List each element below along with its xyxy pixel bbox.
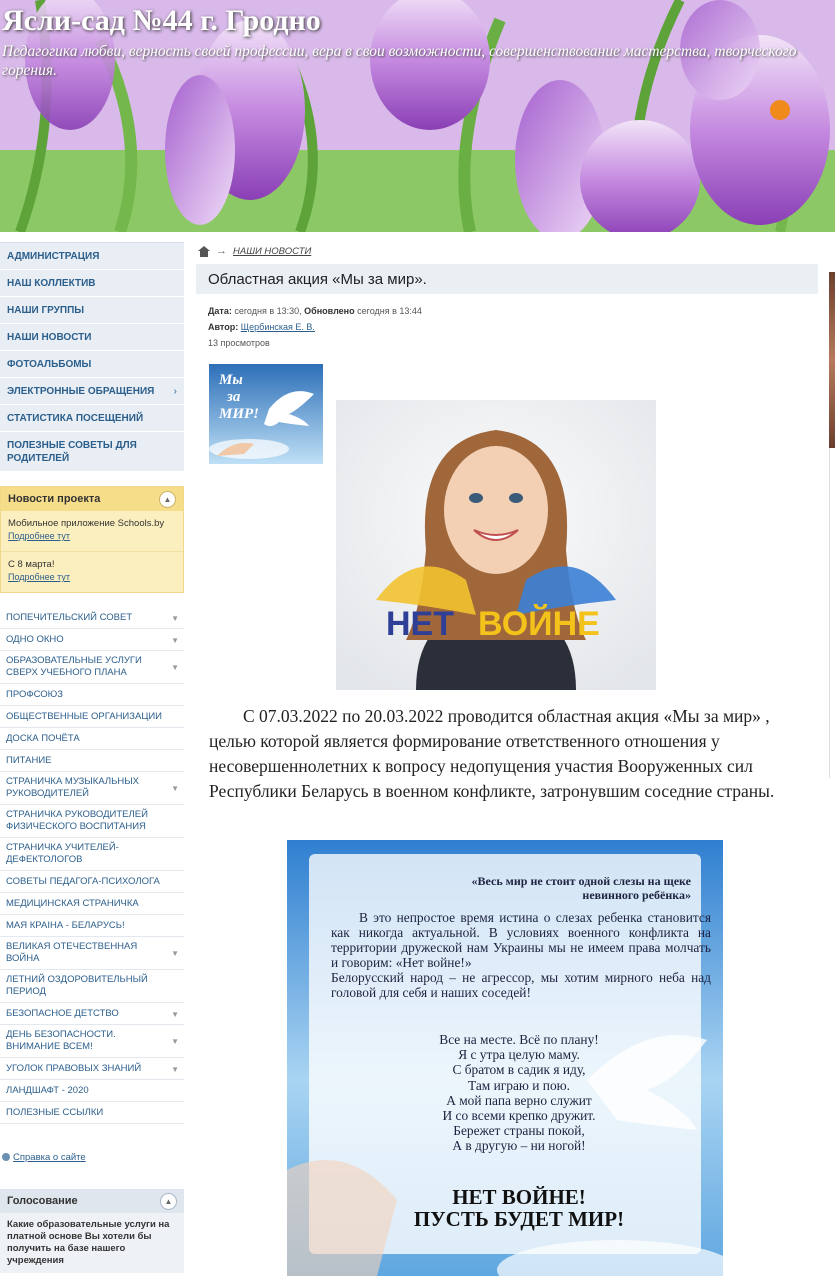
secondary-menu-item[interactable]: СТРАНИЧКА МУЗЫКАЛЬНЫХ РУКОВОДИТЕЛЕЙ ▼ bbox=[0, 772, 184, 805]
author-link[interactable]: Щербинская Е. В. bbox=[240, 322, 315, 332]
secondary-menu-item[interactable]: ПОЛЕЗНЫЕ ССЫЛКИ bbox=[0, 1102, 184, 1124]
menu-item-groups[interactable]: НАШИ ГРУППЫ bbox=[0, 297, 184, 324]
no-war-text-1: НЕТ bbox=[386, 605, 454, 643]
menu-item-photo-albums[interactable]: ФОТОАЛЬБОМЫ bbox=[0, 351, 184, 378]
article-meta: Дата: сегодня в 13:30, Обновлено сегодня в 13:44 Автор: Щербинская Е. В. 13 просмотров bbox=[196, 303, 818, 351]
dropdown-arrow-icon[interactable]: ▼ bbox=[171, 1009, 179, 1019]
project-news-header: Новости проекта ▲ bbox=[1, 487, 183, 511]
no-war-hero-image bbox=[336, 400, 656, 690]
menu-item-electronic-appeals[interactable]: ЭЛЕКТРОННЫЕ ОБРАЩЕНИЯ › bbox=[0, 378, 184, 405]
article-thumbnail[interactable] bbox=[209, 364, 323, 464]
secondary-menu-item[interactable]: ВЕЛИКАЯ ОТЕЧЕСТВЕННАЯ ВОЙНА ▼ bbox=[0, 937, 184, 970]
dropdown-arrow-icon[interactable]: ▼ bbox=[171, 784, 179, 793]
article-title: Областная акция «Мы за мир». bbox=[196, 264, 818, 294]
project-news-item: С 8 марта! Подробнее тут bbox=[1, 552, 183, 592]
main-content bbox=[196, 242, 818, 1231]
read-more-link[interactable]: Подробнее тут bbox=[8, 531, 71, 541]
poster-body: В это непростое время истина о слезах ребенка становится как никогда актуальной. В условиях военного конфликта на территории дружеской нам Украины мы не имеем права молчать и говорим: «Нет войне!» Белорусский народ – не агрессор, мы хотим мирного неба над головой для себя и наших соседей! bbox=[331, 910, 711, 1000]
svg-text:МИР!: МИР! bbox=[219, 406, 260, 422]
secondary-menu-item[interactable]: ЛАНДШАФТ - 2020 bbox=[0, 1080, 184, 1102]
menu-item-team[interactable]: НАШ КОЛЛЕКТИВ bbox=[0, 270, 184, 297]
article-lead-text: С 07.03.2022 по 20.03.2022 проводится областная акция «Мы за мир» , целью которой является формирование ответственного отношения у несовершеннолетних к вопросу недопущения участия Вооруженных сил Республики Беларусь в военном конфликте, затронувшим соседние страны. bbox=[209, 706, 775, 801]
poster-text bbox=[309, 854, 711, 1254]
vote-box bbox=[0, 1189, 184, 1273]
site-help-link[interactable]: Справка о сайте bbox=[0, 1152, 184, 1163]
read-more-link[interactable]: Подробнее тут bbox=[8, 572, 71, 582]
secondary-menu-item[interactable]: ЛЕТНИЙ ОЗДОРОВИТЕЛЬНЫЙ ПЕРИОД bbox=[0, 970, 184, 1003]
secondary-menu-item[interactable]: ОБРАЗОВАТЕЛЬНЫЕ УСЛУГИ СВЕРХ УЧЕБНОГО ПЛАНА ▼ bbox=[0, 651, 184, 684]
secondary-menu-item[interactable]: ДЕНЬ БЕЗОПАСНОСТИ. ВНИМАНИЕ ВСЕМ! ▼ bbox=[0, 1025, 184, 1058]
secondary-menu bbox=[0, 607, 184, 1124]
right-side-image-edge bbox=[829, 272, 835, 448]
dropdown-arrow-icon[interactable]: ▼ bbox=[171, 613, 179, 623]
home-icon[interactable] bbox=[198, 246, 210, 257]
menu-item-news[interactable]: НАШИ НОВОСТИ bbox=[0, 324, 184, 351]
main-menu bbox=[0, 242, 184, 472]
secondary-menu-item[interactable]: УГОЛОК ПРАВОВЫХ ЗНАНИЙ ▼ bbox=[0, 1058, 184, 1080]
poster-poem: Все на месте. Всё по плану! Я с утра целую маму. С братом в садик я иду, Там играю и пою. А мой папа верно служит И со всеми крепко дружит. Бережет страны покой, А в другую – ни ногой! bbox=[439, 1032, 599, 1154]
secondary-menu-item[interactable]: ПРОФСОЮЗ bbox=[0, 684, 184, 706]
secondary-menu-item[interactable]: ДОСКА ПОЧЁТА bbox=[0, 728, 184, 750]
secondary-menu-item[interactable]: ПИТАНИЕ bbox=[0, 750, 184, 772]
site-title[interactable]: Ясли-сад №44 г. Гродно bbox=[2, 4, 321, 37]
right-side-panel-edge bbox=[829, 448, 835, 778]
arrow-right-icon: → bbox=[216, 245, 227, 257]
dropdown-arrow-icon[interactable]: ▼ bbox=[171, 635, 179, 645]
dropdown-arrow-icon[interactable]: ▼ bbox=[171, 949, 179, 958]
svg-text:за: за bbox=[227, 389, 241, 405]
secondary-menu-item[interactable]: ПОПЕЧИТЕЛЬСКИЙ СОВЕТ ▼ bbox=[0, 607, 184, 629]
vote-question: Какие образовательные услуги на платной основе Вы хотели бы получить на базе нашего учреждения bbox=[7, 1219, 170, 1266]
svg-text:Мы: Мы bbox=[219, 372, 243, 388]
dove-peace-image bbox=[209, 364, 323, 464]
poster-slogan: НЕТ ВОЙНЕ! ПУСТЬ БУДЕТ МИР! bbox=[413, 1185, 625, 1231]
dropdown-arrow-icon[interactable]: ▼ bbox=[171, 663, 179, 672]
secondary-menu-item[interactable]: МАЯ КРАІНА - БЕЛАРУСЬ! bbox=[0, 915, 184, 937]
secondary-menu-item[interactable]: МЕДИЦИНСКАЯ СТРАНИЧКА bbox=[0, 893, 184, 915]
secondary-menu-item[interactable]: БЕЗОПАСНОЕ ДЕТСТВО ▼ bbox=[0, 1003, 184, 1025]
breadcrumb-news-link[interactable]: НАШИ НОВОСТИ bbox=[233, 245, 312, 257]
site-subtitle: Педагогика любви, верность своей профессии, вера в свои возможности, совершенствование мастерства, творческого горения. bbox=[2, 43, 797, 79]
project-news-box bbox=[0, 486, 184, 593]
secondary-menu-item[interactable]: ОДНО ОКНО ▼ bbox=[0, 629, 184, 651]
dropdown-arrow-icon[interactable]: ▼ bbox=[171, 1037, 179, 1046]
site-header-banner bbox=[0, 0, 835, 232]
chevron-right-icon: › bbox=[173, 385, 177, 397]
sidebar bbox=[0, 242, 184, 1273]
menu-item-administration[interactable]: АДМИНИСТРАЦИЯ bbox=[0, 243, 184, 270]
secondary-menu-item[interactable]: СТРАНИЧКА УЧИТЕЛЕЙ-ДЕФЕКТОЛОГОВ bbox=[0, 838, 184, 871]
breadcrumb bbox=[196, 242, 818, 260]
vote-header: Голосование ▲ bbox=[0, 1189, 184, 1213]
secondary-menu-item[interactable]: СОВЕТЫ ПЕДАГОГА-ПСИХОЛОГА bbox=[0, 871, 184, 893]
secondary-menu-item[interactable]: ОБЩЕСТВЕННЫЕ ОРГАНИЗАЦИИ bbox=[0, 706, 184, 728]
girl-with-painted-hands-image bbox=[336, 400, 656, 690]
dropdown-arrow-icon[interactable]: ▼ bbox=[171, 1064, 179, 1074]
project-news-item: Мобильное приложение Schools.by Подробнее тут bbox=[1, 511, 183, 552]
collapse-up-icon[interactable]: ▲ bbox=[159, 491, 176, 508]
menu-item-visit-stats[interactable]: СТАТИСТИКА ПОСЕЩЕНИЙ bbox=[0, 405, 184, 432]
menu-item-parent-tips[interactable]: ПОЛЕЗНЫЕ СОВЕТЫ ДЛЯ РОДИТЕЛЕЙ bbox=[0, 432, 184, 472]
poster-quote: «Весь мир не стоит одной слезы на щеке невинного ребёнка» bbox=[471, 874, 691, 902]
secondary-menu-item[interactable]: СТРАНИЧКА РУКОВОДИТЕЛЕЙ ФИЗИЧЕСКОГО ВОСПИТАНИЯ bbox=[0, 805, 184, 838]
view-count: 13 просмотров bbox=[208, 338, 270, 348]
no-war-text-2: ВОЙНЕ bbox=[478, 605, 600, 643]
info-icon bbox=[2, 1153, 10, 1161]
collapse-up-icon[interactable]: ▲ bbox=[160, 1193, 177, 1210]
no-war-poster bbox=[287, 840, 723, 1276]
